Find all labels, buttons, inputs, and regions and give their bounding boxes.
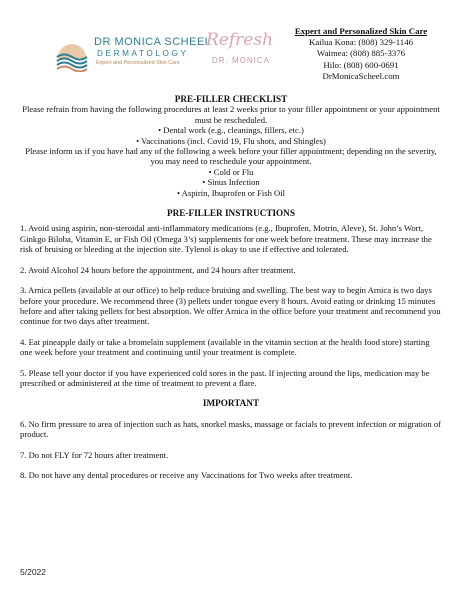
contact-hilo: Hilo: (808) 600-0691 (323, 59, 399, 70)
instruction-item: 4. Eat pineapple daily or take a bromelain supplement (available in the vitamin section at the health food store) starting one week before your treatment and continuing until your treatment is complete. (20, 336, 430, 358)
contact-waimea: Waimea: (808) 885-3376 (316, 48, 406, 59)
contact-heading: Expert and Personalized Skin Care (294, 26, 428, 36)
checklist-intro-2: Please inform us if you have had any of the following a week before your filler appointment; depending on the severity, you may need to reschedule your appointment. (25, 146, 437, 167)
revision-date: 5/2022 (20, 567, 46, 577)
logo-dermatology: DERMATOLOGY (97, 49, 189, 58)
logo-name: DR MONICA SCHEEL (94, 36, 212, 48)
important-item: 6. No firm pressure to area of injection such as hats, snorkel masks, massage or facials to prevent infection or migration of product. (20, 418, 441, 440)
logo-tagline: Expert and Personalized Skin Care (96, 60, 180, 66)
refresh-logo-sub: DR. MONICA (212, 56, 270, 65)
refresh-logo (206, 28, 274, 78)
checklist-item: • Sinus Infection (202, 177, 260, 188)
refresh-logo-script: Refresh (206, 30, 274, 50)
checklist-item: • Dental work (e.g., cleanings, fillers, etc.) (158, 125, 304, 136)
checklist-intro: Please refrain from having the following procedures at least 2 weeks prior to your filler appointment or your appointment must be rescheduled. (22, 104, 440, 125)
logo-wave-icon (54, 36, 90, 72)
important-title: IMPORTANT (202, 398, 260, 409)
document-body (20, 94, 442, 480)
contact-block (286, 26, 436, 82)
contact-website[interactable]: DrMonicaScheel.com (322, 70, 400, 81)
checklist-item: • Vaccinations (incl. Covid 19, Flu shots, and Shingles) (136, 135, 326, 146)
instruction-item: 2. Avoid Alcohol 24 hours before the appointment, and 24 hours after treatment. (20, 264, 296, 275)
important-item: 7. Do not FLY for 72 hours after treatment. (20, 449, 169, 460)
letterhead (0, 26, 460, 82)
instruction-item: 5. Please tell your doctor if you have experienced cold sores in the past. If injecting around the lips, medication may be prescribed or administered at the time of treatment to prevent a flare. (20, 367, 430, 388)
instructions-title: PRE-FILLER INSTRUCTIONS (167, 208, 295, 219)
instruction-item: 1. Avoid using aspirin, non-steroidal anti-inflammatory medications (e.g., Ibuprofen, Motrin, Aleve), St. John’s Wort, Ginkgo Biloba, Vitamin E, or Fish Oil (Omega 3’s) supplements for one week before treatment. These may increase the risk of bruising or bleeding at the injection site. Tylenol is okay to use if effective and tolerated. (20, 223, 432, 255)
checklist-item: • Aspirin, Ibuprofen or Fish Oil (176, 187, 286, 198)
checklist-title: PRE-FILLER CHECKLIST (174, 94, 288, 104)
instruction-item: 3. Arnica pellets (available at our office) to help reduce bruising and swelling. The best way to begin Arnica is two days before your procedure. We recommend three (3) pellets under tongue every 8 hours. Avoid eating or drinking 15 minutes before and after taking pellets for best absorption. We offer Arnica in the office before your treatment and recommend you continue for two days after treatment. (20, 285, 441, 327)
contact-kailua: Kailua Kona: (808) 329-1146 (309, 37, 413, 48)
important-item: 8. Do not have any dental procedures or receive any Vaccinations for Two weeks after treatment. (20, 469, 353, 480)
checklist-item: • Cold or Flu (208, 166, 254, 177)
dr-monica-scheel-logo (54, 34, 212, 74)
